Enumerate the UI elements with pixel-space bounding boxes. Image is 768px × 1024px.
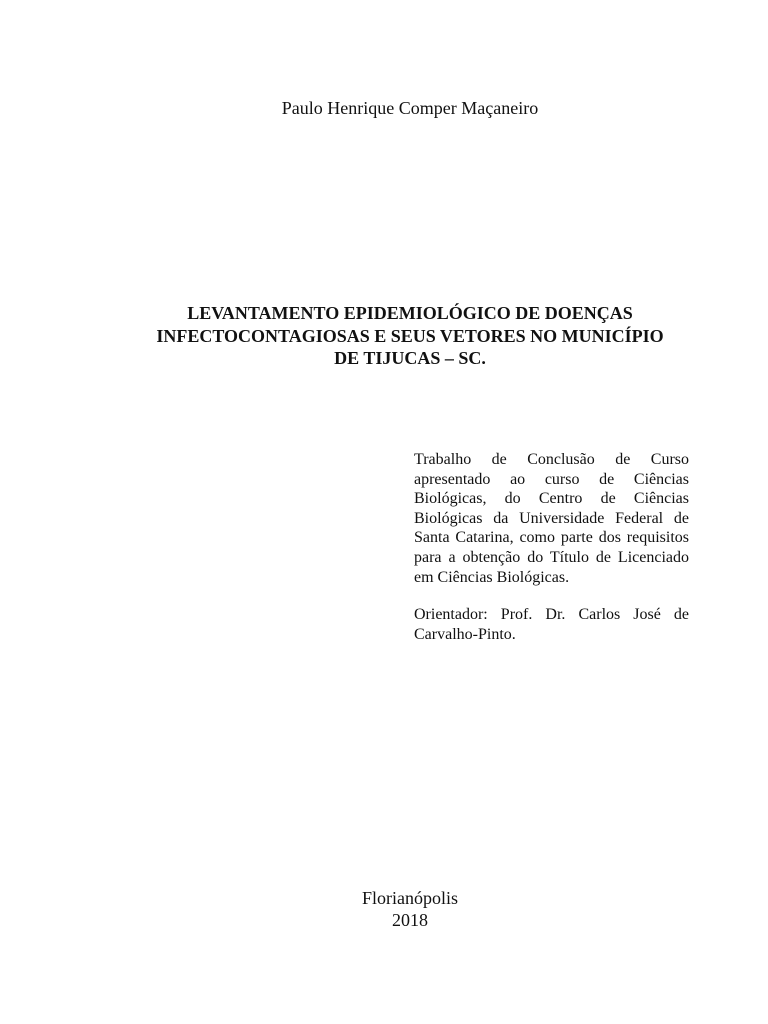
title-line-2: INFECTOCONTAGIOSAS E SEUS VETORES NO MUNICÍPIO (156, 325, 664, 346)
author-name: Paulo Henrique Comper Maçaneiro (281, 98, 539, 118)
year: 2018 (392, 910, 428, 930)
presentation-block (414, 450, 689, 644)
title-line-1: LEVANTAMENTO EPIDEMIOLÓGICO DE DOENÇAS (187, 303, 633, 323)
presentation-description: Trabalho de Conclusão de Curso apresentado ao curso de Ciências Biológicas, do Centro de Ciências Biológicas da Universidade Federal de Santa Catarina, como parte dos requisitos para a obtenção do Título de Licenciado em Ciências Biológicas. (414, 451, 689, 586)
city: Florianópolis (361, 888, 458, 908)
title-line-3: DE TIJUCAS – SC. (334, 348, 486, 368)
advisor-line: Orientador: Prof. Dr. Carlos José de Carvalho-Pinto. (414, 606, 689, 643)
thesis-title (110, 302, 710, 370)
place-and-date (0, 887, 768, 931)
